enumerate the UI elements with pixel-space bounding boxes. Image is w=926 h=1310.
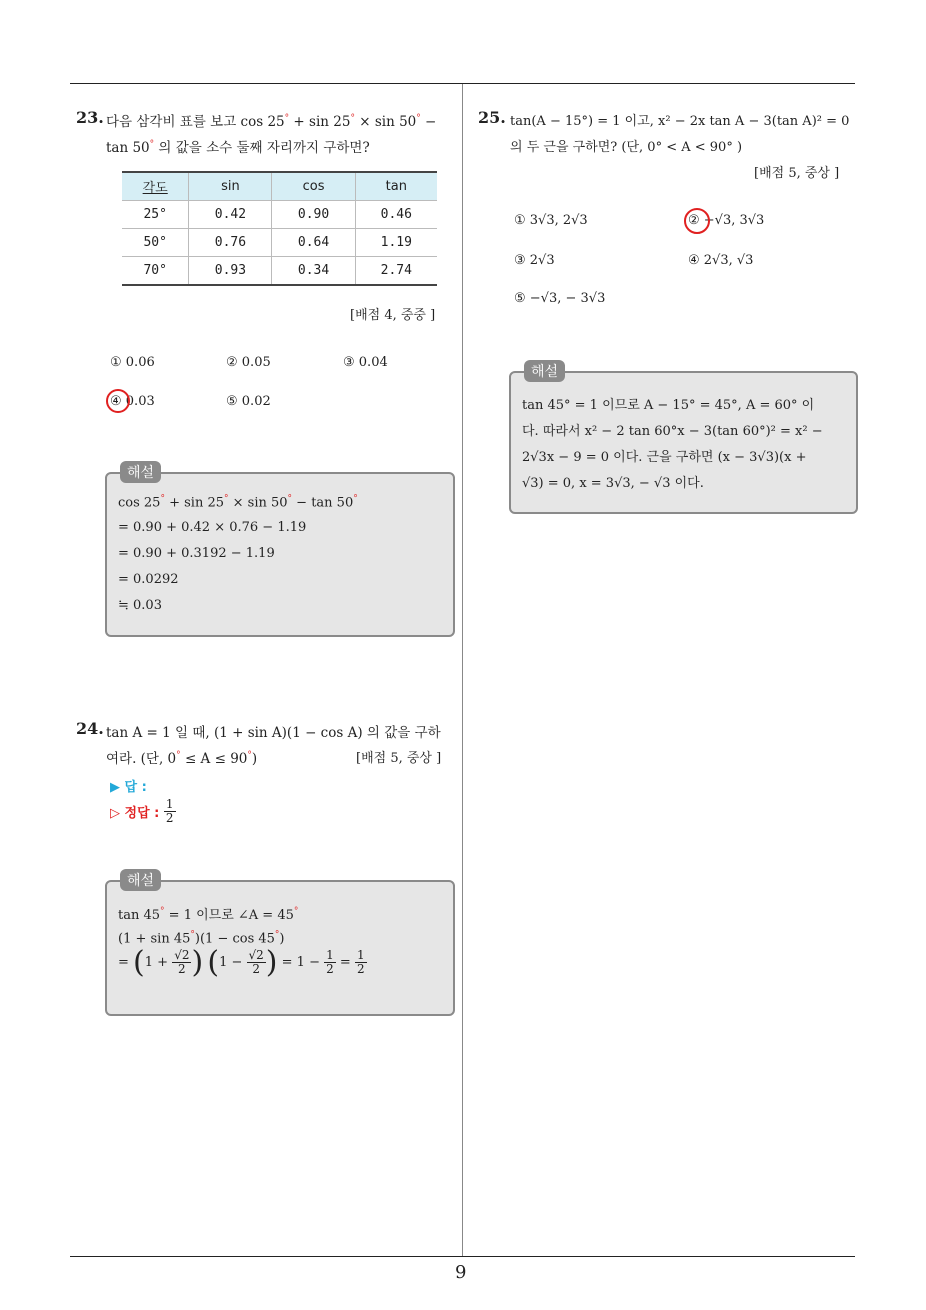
q24-solution-line3: = (1 + $\frac{√2}{2}$ ) (1 − $\frac{√2}{2}$ ) = 1 − $\frac{1}{2}$ = $\frac{1}{2}$	[118, 945, 365, 980]
cell: 0.90	[272, 201, 355, 229]
q25-selected-mark	[684, 208, 710, 234]
cell: 0.46	[355, 201, 437, 229]
q25-score: [배점 5, 중상 ]	[754, 166, 840, 181]
q25-text-line2: 의 두 근을 구하면? (단, 0° < A < 90° )	[510, 140, 743, 155]
q24-answer-label: ▶ 답 :	[110, 780, 147, 795]
q23-choice-1[interactable]: ① 0.06	[110, 355, 155, 370]
cell: 0.93	[189, 257, 272, 286]
table-row	[122, 257, 437, 286]
q25-question	[478, 108, 506, 127]
trig-table-header	[122, 172, 437, 201]
table-row	[122, 229, 437, 257]
th-cos: cos	[272, 172, 355, 201]
q25-solution-box	[509, 371, 858, 514]
q23-number: 23.	[76, 108, 104, 127]
q25-solution-line: tan 45° = 1 이므로 A − 15° = 45°, A = 60° 이	[522, 398, 815, 413]
th-sin: sin	[189, 172, 272, 201]
q23-solution-line: = 0.0292	[118, 572, 179, 587]
page-number: 9	[455, 1262, 467, 1283]
q24-solution-tag: 해설	[120, 869, 161, 891]
cell: 70°	[122, 257, 189, 286]
q24-text-line1: tan A = 1 일 때, (1 + sin A)(1 − cos A) 의 값을 구하	[106, 725, 441, 741]
q24-number: 24.	[76, 719, 104, 738]
q25-solution-line: 다. 따라서 x² − 2 tan 60°x − 3(tan 60°)² = x² −	[522, 424, 823, 439]
q23-solution-tag: 해설	[120, 461, 161, 483]
th-tan: tan	[355, 172, 437, 201]
q23-solution-line: = 0.90 + 0.42 × 0.76 − 1.19	[118, 520, 307, 535]
q23-choice-2[interactable]: ② 0.05	[226, 355, 271, 370]
cell: 0.76	[189, 229, 272, 257]
trig-table	[122, 171, 437, 286]
q23-solution-line: = 0.90 + 0.3192 − 1.19	[118, 546, 275, 561]
q25-choice-5[interactable]: ⑤ −√3, − 3√3	[514, 291, 606, 306]
q23-solution-line: ≒ 0.03	[118, 598, 162, 613]
q24-score: [배점 5, 중상 ]	[356, 751, 442, 766]
correct-label: ▷ 정답 :	[110, 806, 160, 822]
q23-selected-mark	[106, 389, 130, 413]
q24-solution-line2: (1 + sin 45°)(1 − cos 45°)	[118, 930, 285, 947]
table-row	[122, 201, 437, 229]
cell: 1.19	[355, 229, 437, 257]
q24-solution-line1: tan 45° = 1 이므로 ∠A = 45°	[118, 906, 299, 923]
cell: 0.34	[272, 257, 355, 286]
column-divider	[462, 84, 463, 1256]
cell: 50°	[122, 229, 189, 257]
q24-correct-answer	[110, 798, 176, 825]
q24-question	[76, 719, 104, 738]
q23-choice-4[interactable]: ④ 0.03	[110, 394, 155, 409]
q23-text-line1: 다음 삼각비 표를 보고 cos 25° + sin 25° × sin 50° −	[106, 113, 437, 130]
q25-choice-3[interactable]: ③ 2√3	[514, 253, 555, 268]
correct-fraction: $\frac{1}{2}$	[165, 797, 174, 826]
q25-text-line1: tan(A − 15°) = 1 이고, x² − 2x tan A − 3(tan A)² = 0	[510, 114, 850, 129]
q23-text-line2: tan 50° 의 값을 소수 둘째 자리까지 구하면?	[106, 139, 370, 156]
q25-solution-tag: 해설	[524, 360, 565, 382]
q25-choice-4[interactable]: ④ 2√3, √3	[688, 253, 754, 268]
th-angle: 각도	[122, 172, 189, 201]
q23-question	[76, 108, 104, 127]
cell: 0.42	[189, 201, 272, 229]
cell: 25°	[122, 201, 189, 229]
bottom-rule	[70, 1256, 855, 1257]
q25-choice-1[interactable]: ① 3√3, 2√3	[514, 213, 588, 228]
cell: 0.64	[272, 229, 355, 257]
q23-choice-3[interactable]: ③ 0.04	[343, 355, 388, 370]
cell: 2.74	[355, 257, 437, 286]
q25-number: 25.	[478, 108, 506, 127]
q25-choice-2[interactable]: ② −√3, 3√3	[688, 213, 765, 228]
q25-solution-line: 2√3x − 9 = 0 이다. 근을 구하면 (x − 3√3)(x +	[522, 450, 807, 465]
q25-solution-line: √3) = 0, x = 3√3, − √3 이다.	[522, 476, 704, 491]
q24-text-line2: 여라. (단, 0° ≤ A ≤ 90°)	[106, 750, 258, 767]
q23-solution-line: cos 25° + sin 25° × sin 50° − tan 50°	[118, 494, 358, 511]
q23-score: [배점 4, 중중 ]	[350, 308, 436, 323]
q23-choice-5[interactable]: ⑤ 0.02	[226, 394, 271, 409]
